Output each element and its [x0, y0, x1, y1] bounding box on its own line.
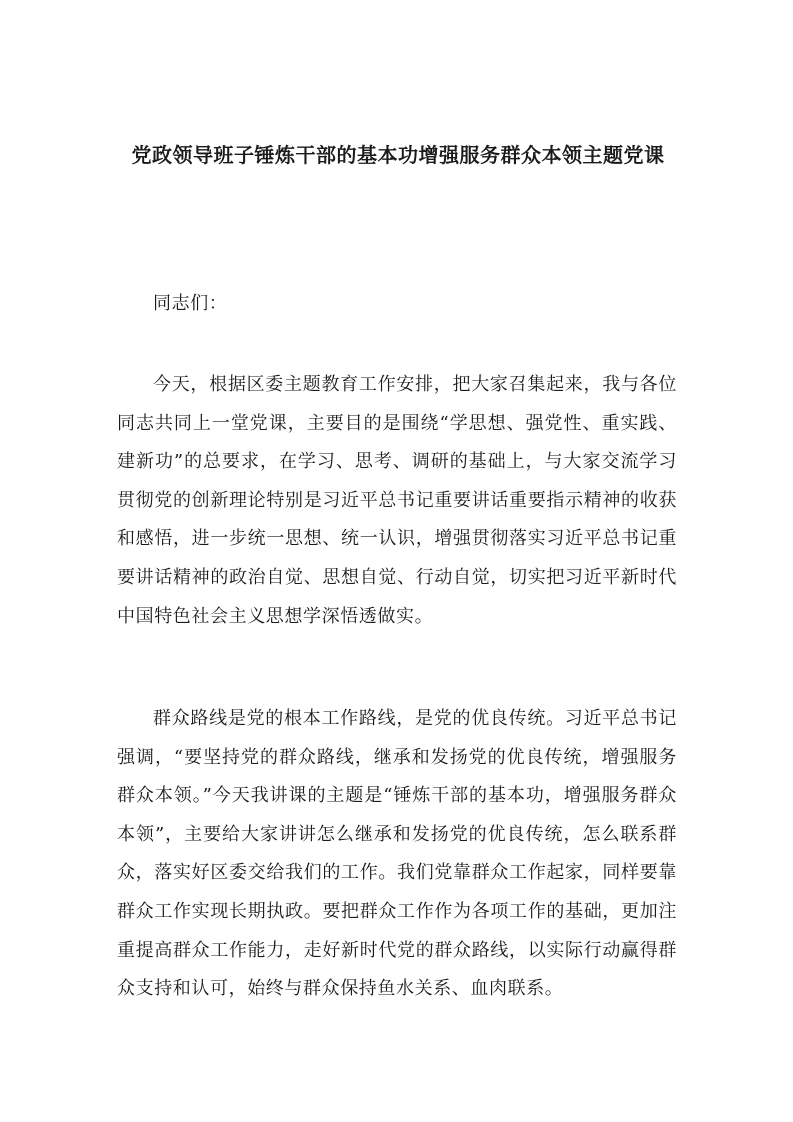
- paragraph-2: 群众路线是党的根本工作路线，是党的优良传统。习近平总书记强调，“要坚持党的群众路线，继承和发扬党的优良传统，增强服务群众本领。”今天我讲课的主题是“锤炼干部的基本功，增强服务群众本领”，主要给大家讲讲怎么继承和发扬党的优良传统，怎么联系群众，落实好区委交给我们的工作。我们党靠群众工作起家，同样要靠群众工作实现长期执政。要把群众工作作为各项工作的基础，更加注重提高群众工作能力，走好新时代党的群众路线，以实际行动赢得群众支持和认可，始终与群众保持鱼水关系、血肉联系。: [117, 708, 677, 1000]
- greeting-line: 同志们：: [153, 293, 228, 314]
- document-title: 党政领导班子锤炼干部的基本功增强服务群众本领主题党课: [131, 143, 665, 167]
- paragraph-1: 今天，根据区委主题教育工作安排，把大家召集起来，我与各位同志共同上一堂党课，主要目的是围绕“学思想、强党性、重实践、建新功”的总要求，在学习、思考、调研的基础上，与大家交流学习贯彻党的创新理论特别是习近平总书记重要讲话重要指示精神的收获和感悟，进一步统一思想、统一认识，增强贯彻落实习近平总书记重要讲话精神的政治自觉、思想自觉、行动自觉，切实把习近平新时代中国特色社会主义思想学深悟透做实。: [117, 374, 677, 627]
